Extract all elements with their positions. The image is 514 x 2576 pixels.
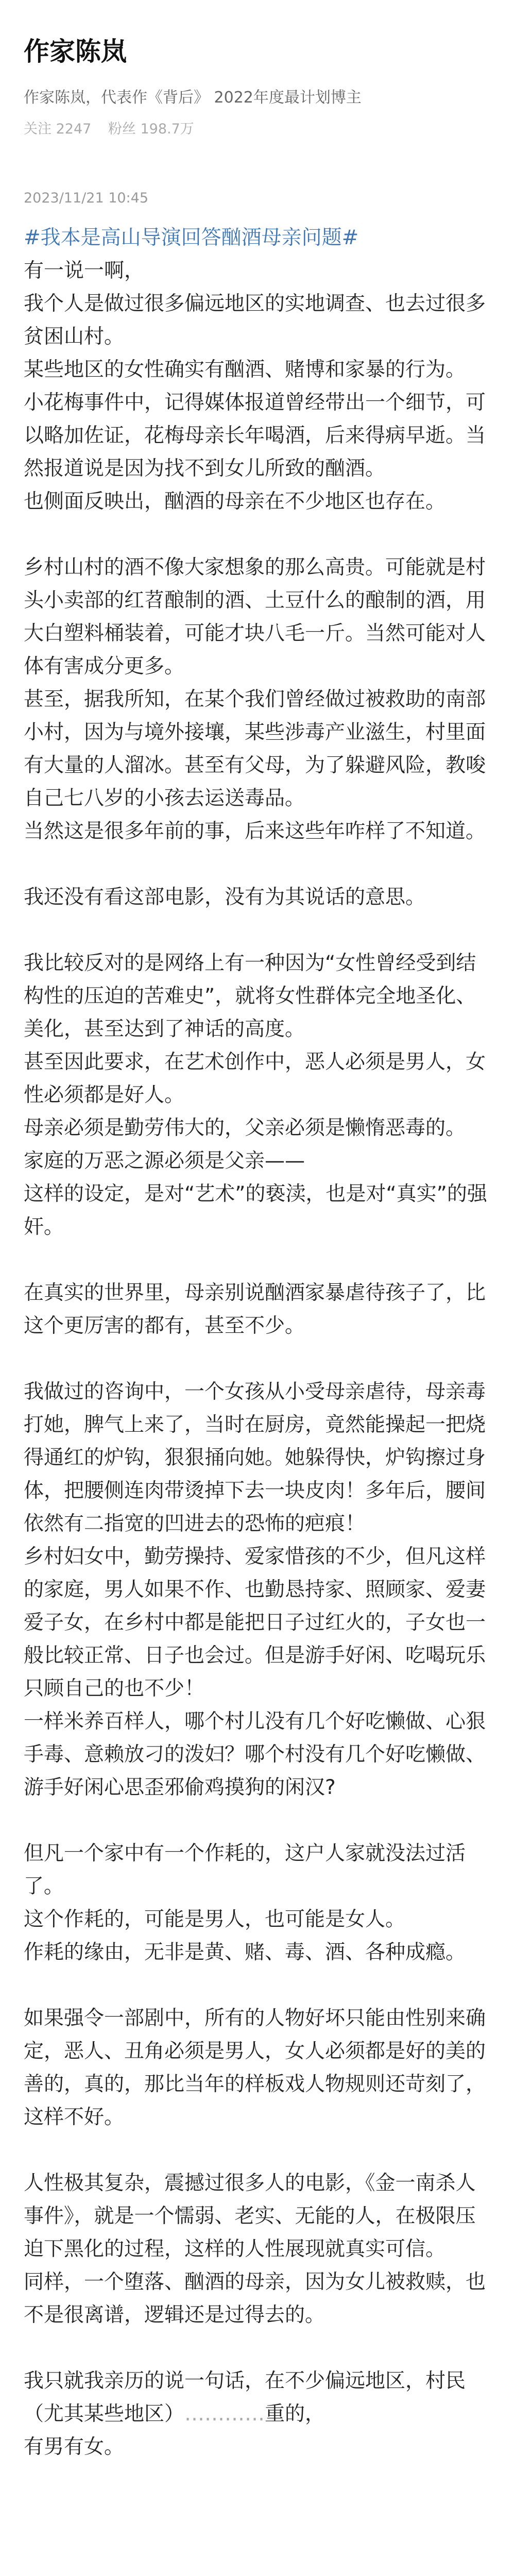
paragraph-text: 重的， [265,2402,325,2426]
paragraph: 我做过的咨询中，一个女孩从小受母亲虐待，母亲毒打她，脾气上来了，当时在厨房，竟然能操起一把烧得通红的炉钩，狠狠捅向她。她躲得快，炉钩擦过身体，把腰侧连肉带烫掉下去一块皮肉！多年后，腰间依然有二指宽的凹进去的恐怖的疤痕！ [24,1380,486,1535]
paragraph: 有男有女。 [24,2435,125,2459]
paragraph-gap [24,848,495,881]
paragraph-gap [24,518,495,551]
paragraph: 当然这是很多年前的事，后来这些年咋样了不知道。 [24,820,486,843]
followers-count[interactable]: 粉丝 198.7万 [108,121,194,137]
paragraph-last [24,2365,495,2431]
paragraph: 如果强令一部剧中，所有的人物好坏只能由性别来确定，恶人、丑角必须是男人，女人必须都是好的美的善的，真的，那比当年的样板戏人物规则还苛刻了，这样不好。 [24,2007,486,2129]
paragraph: 在真实的世界里，母亲别说酗酒家暴虐待孩子了，比这个更厉害的都有，甚至不少。 [24,1281,486,1337]
paragraph: 甚至因此要求，在艺术创作中，恶人必须是男人，女性必须都是好人。 [24,1050,486,1107]
paragraph: 母亲必须是勤劳伟大的，父亲必须是懒惰恶毒的。 [24,1116,466,1140]
paragraph: 同样，一个堕落、酗酒的母亲，因为女儿被救赎，也不是很离谱，逻辑还是过得去的。 [24,2270,486,2327]
author-header [0,0,514,138]
paragraph: 小花梅事件中，记得媒体报道曾经带出一个细节，可以略加佐证，花梅母亲长年喝酒，后来得病早逝。当然报道说是因为找不到女儿所致的酗酒。 [24,391,486,480]
paragraph-gap [24,2134,495,2167]
paragraph: 乡村妇女中，勤劳操持、爱家惜孩的不少，但凡这样的家庭，男人如果不作、也勤恳持家、照顾家、爱妻爱子女，在乡村中都是能把日子过红火的，子女也一般比较正常、日子也会过。但是游手好闲、吃喝玩乐只顾自己的也不少！ [24,1545,486,1700]
paragraph: 人性极其复杂，震撼过很多人的电影，《金一南杀人事件》，就是一个懦弱、老实、无能的人，在极限压迫下黑化的过程，这样的人性展现就真实可信。 [24,2172,476,2261]
paragraph: 也侧面反映出，酗酒的母亲在不少地区也存在。 [24,490,446,513]
paragraph: 我比较反对的是网络上有一种因为“女性曾经受到结构性的压迫的苦难史”，就将女性群体完全地圣化、美化，甚至达到了神话的高度。 [24,952,476,1041]
paragraph: 甚至，据我所知，在某个我们曾经做过被救助的南部小村，因为与境外接壤，某些涉毒产业滋生，村里面有大量的人溜冰。甚至有父母，为了躲避风险，教唆自己七八岁的小孩去运送毒品。 [24,688,486,810]
paragraph-gap [24,1804,495,1837]
paragraph-gap [24,1969,495,2002]
paragraph: 家庭的万恶之源必须是父亲—— [24,1149,305,1173]
paragraph: 有一说一啊， [24,259,145,282]
paragraph-text: 我只就我亲历的说一句话，在不少偏远地区，村民（尤其某些地区） [24,2369,466,2426]
paragraph: 这样的设定，是对“艺术”的亵渎，也是对“真实”的强奸。 [24,1182,487,1239]
paragraph: 这个作耗的，可能是男人，也可能是女人。 [24,1908,406,1931]
paragraph-gap [24,1244,495,1277]
following-count[interactable]: 关注 2247 [24,121,92,137]
paragraph: 我还没有看这部电影，没有为其说话的意思。 [24,886,426,909]
paragraph: 我个人是做过很多偏远地区的实地调查、也去过很多贫困山村。 [24,292,486,348]
post-body [0,222,514,2464]
paragraph: 乡村山村的酒不像大家想象的那么高贵。可能就是村头小卖部的红苕酿制的酒、土豆什么的酿制的酒，用大白塑料桶装着，可能才块八毛一斤。当然可能对人体有害成分更多。 [24,556,486,678]
paragraph-gap [24,914,495,947]
post-date: 2023/11/21 10:45 [24,190,149,206]
author-stats [24,117,490,138]
blurred-text: ………… [184,2402,265,2426]
author-name[interactable]: 作家陈岚 [24,37,127,66]
topic-link[interactable]: #我本是高山导演回答酗酒母亲问题# [24,226,359,249]
paragraph: 某些地区的女性确实有酗酒、赌博和家暴的行为。 [24,358,466,381]
author-description: 作家陈岚，代表作《背后》 2022年度最计划博主 [24,89,362,107]
paragraph-gap [24,1343,495,1376]
paragraph-gap [24,2332,495,2365]
paragraph: 一样米养百样人，哪个村儿没有几个好吃懒做、心狠手毒、意赖放刁的泼妇？哪个村没有几个好吃懒做、游手好闲心思歪邪偷鸡摸狗的闲汉? [24,1710,486,1799]
paragraph: 但凡一个家中有一个作耗的，这户人家就没法过活了。 [24,1842,466,1898]
paragraph: 作耗的缘由，无非是黄、赌、毒、酒、各种成瘾。 [24,1941,466,1964]
